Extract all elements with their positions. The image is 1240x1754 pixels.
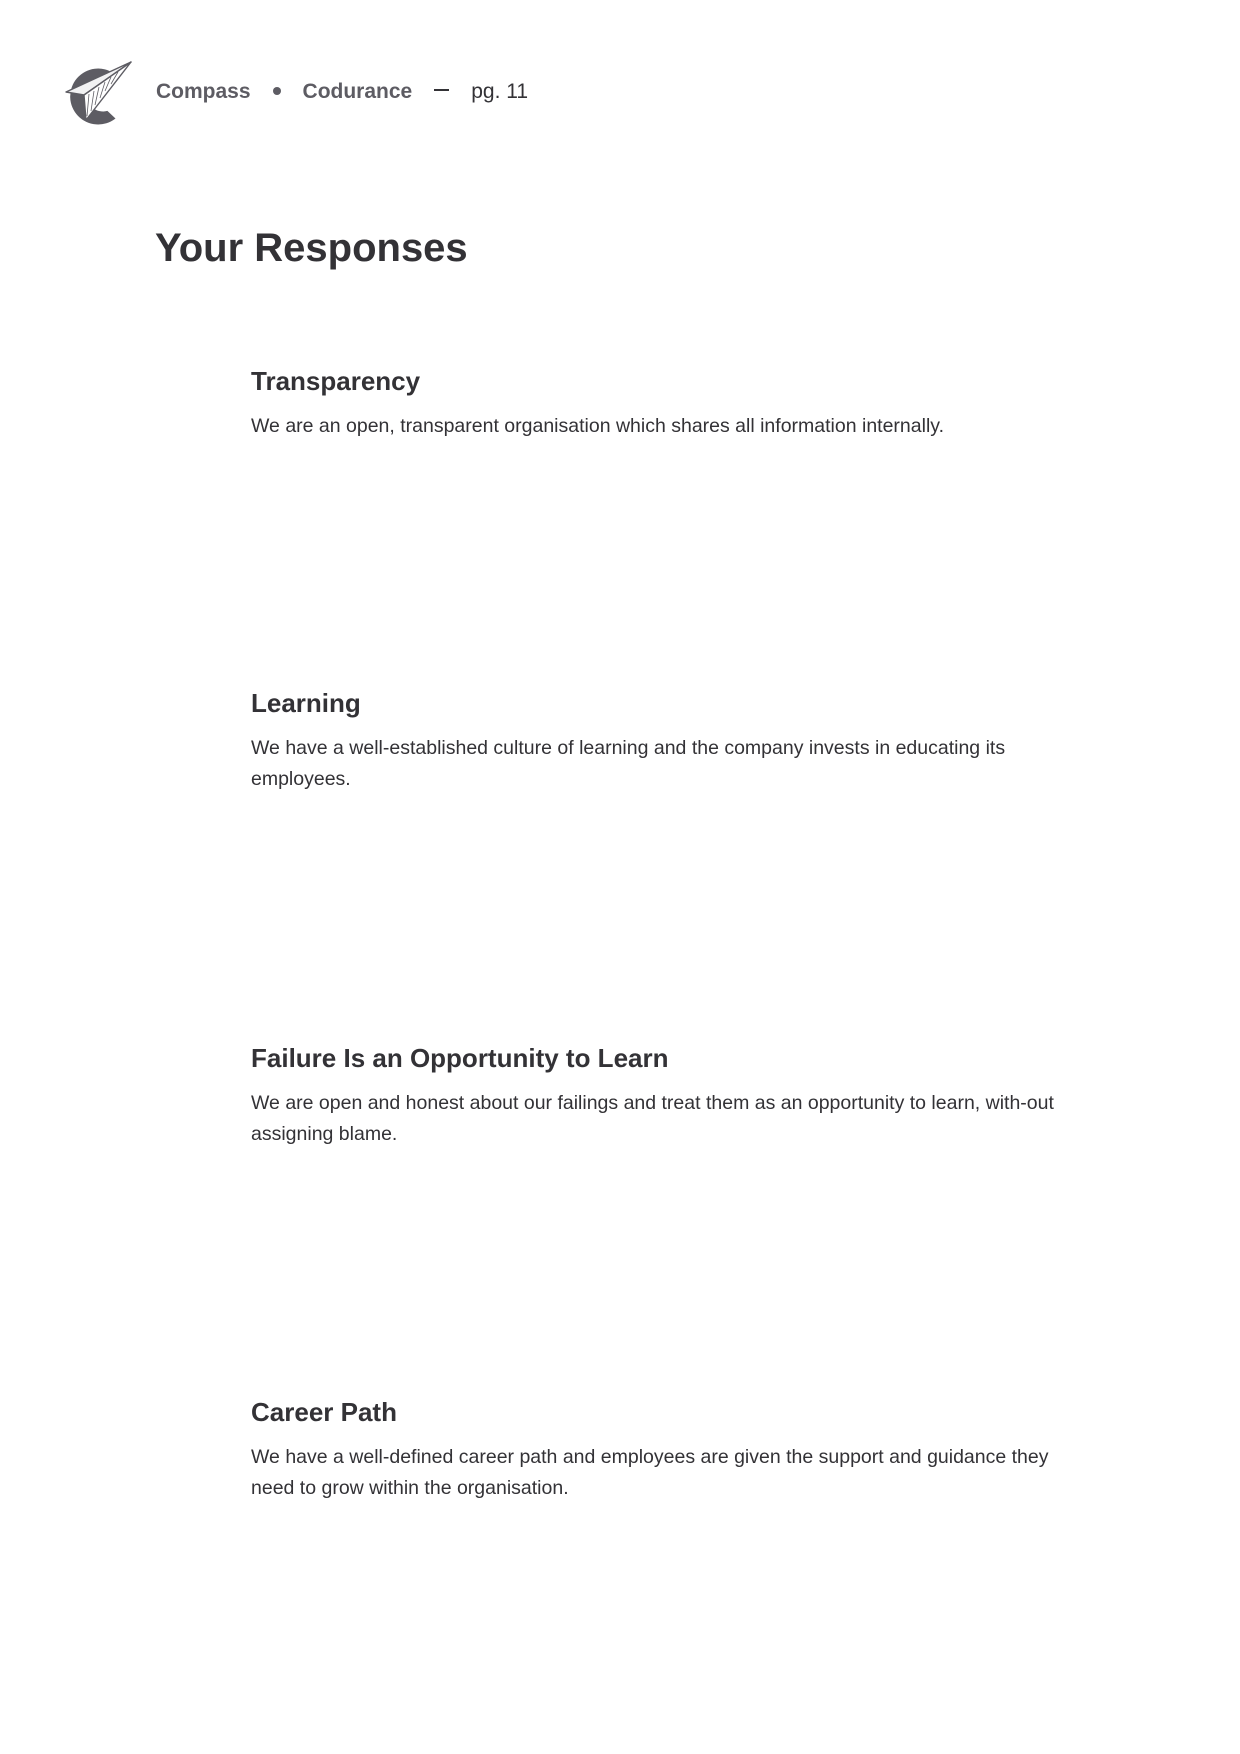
- codurance-logo-icon: [58, 58, 132, 128]
- brand-compass: Compass: [156, 80, 251, 103]
- separator-dot-icon: [273, 87, 281, 95]
- section-text: We are an open, transparent organisation which shares all information internally.: [251, 415, 944, 437]
- brand-codurance: Codurance: [302, 80, 413, 103]
- section-failure: [251, 1043, 1081, 1150]
- separator-dash-icon: [434, 89, 449, 91]
- section-title: Transparency: [251, 366, 421, 396]
- section-title: Career Path: [251, 1397, 397, 1427]
- section-learning: [251, 688, 1081, 795]
- page-header: [58, 58, 758, 128]
- section-text: We have a well-established culture of learning and the company invests in educating its employees.: [251, 737, 1006, 790]
- page-title: Your Responses: [155, 226, 468, 270]
- section-transparency: [251, 366, 1081, 442]
- section-text: We have a well-defined career path and employees are given the support and guidance they need to grow within the organisation.: [251, 1446, 1049, 1499]
- section-title: Failure Is an Opportunity to Learn: [251, 1043, 669, 1073]
- section-text: We are open and honest about our failings and treat them as an opportunity to learn, with-out assigning blame.: [251, 1092, 1054, 1145]
- section-career-path: [251, 1397, 1081, 1504]
- section-title: Learning: [251, 688, 361, 718]
- header-breadcrumb: [156, 80, 528, 104]
- page-number: pg. 11: [471, 80, 529, 103]
